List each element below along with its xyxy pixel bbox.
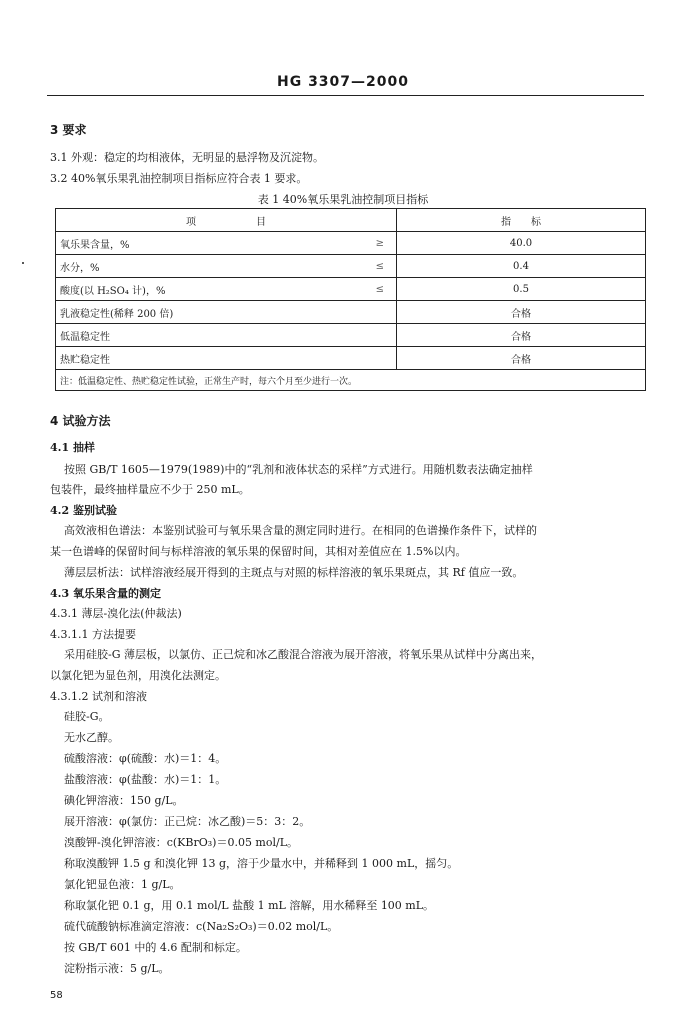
reagent-line: 无水乙醇。 bbox=[64, 731, 119, 744]
reagent-line: 盐酸溶液：φ(盐酸：水)＝1：1。 bbox=[64, 773, 227, 786]
table-row bbox=[56, 324, 646, 347]
row-name: 水分，% bbox=[56, 255, 336, 278]
row-value: 合格 bbox=[397, 324, 646, 347]
clause-4-1-line-1: 按照 GB/T 1605—1979(1989)中的“乳剂和液体状态的采样”方式进行。用随机数表法确定抽样 bbox=[64, 463, 533, 476]
clause-4-3-1-1-line-1: 采用硅胶-G 薄层板，以氯仿、正己烷和冰乙酸混合溶液为展开溶液，将氧乐果从试样中分离出来， bbox=[64, 648, 542, 661]
table-header-row bbox=[56, 209, 646, 232]
row-value: 合格 bbox=[397, 301, 646, 324]
clause-4-3-1-1-line-2: 以氯化钯为显色剂，用溴化法测定。 bbox=[50, 669, 226, 682]
clause-4-2-line-1: 高效液相色谱法：本鉴别试验可与氧乐果含量的测定同时进行。在相同的色谱操作条件下，试样的 bbox=[64, 524, 537, 537]
clause-4-1-title: 4.1 抽样 bbox=[50, 441, 95, 454]
row-value: 合格 bbox=[397, 347, 646, 370]
header-rule bbox=[47, 95, 644, 96]
row-name: 低温稳定性 bbox=[56, 324, 397, 347]
reagent-line: 称取溴酸钾 1.5 g 和溴化钾 13 g，溶于少量水中，并稀释到 1 000 mL，摇匀。 bbox=[64, 857, 459, 870]
page-number: 58 bbox=[50, 990, 63, 1001]
row-value: 40.0 bbox=[397, 232, 646, 255]
spec-table bbox=[55, 208, 646, 391]
reagent-line: 称取氯化钯 0.1 g，用 0.1 mol/L 盐酸 1 mL 溶解，用水稀释至 100 mL。 bbox=[64, 899, 435, 912]
clause-4-3-1-title: 4.3.1 薄层-溴化法(仲裁法) bbox=[50, 607, 182, 620]
reagent-line: 硫酸溶液：φ(硫酸：水)＝1：4。 bbox=[64, 752, 227, 765]
reagent-line: 氯化钯显色液：1 g/L。 bbox=[64, 878, 181, 891]
reagent-line: 硫代硫酸钠标准滴定溶液：c(Na₂S₂O₃)＝0.02 mol/L。 bbox=[64, 920, 339, 933]
row-name: 乳液稳定性(稀释 200 倍) bbox=[56, 301, 397, 324]
row-operator: ≤ bbox=[335, 278, 397, 301]
clause-4-1-line-2: 包装件，最终抽样量应不少于 250 mL。 bbox=[50, 483, 250, 496]
section-3-heading: 3 要求 bbox=[50, 123, 87, 137]
clause-4-3-1-2-title: 4.3.1.2 试剂和溶液 bbox=[50, 690, 147, 703]
table-row bbox=[56, 278, 646, 301]
clause-4-3-title: 4.3 氧乐果含量的测定 bbox=[50, 587, 161, 600]
standard-number: HG 3307—2000 bbox=[276, 74, 409, 90]
reagent-line: 硅胶-G。 bbox=[64, 710, 110, 723]
reagent-line: 淀粉指示液：5 g/L。 bbox=[64, 962, 170, 975]
row-value: 0.5 bbox=[397, 278, 646, 301]
clause-3-2: 3.2 40%氧乐果乳油控制项目指标应符合表 1 要求。 bbox=[50, 172, 308, 185]
row-value: 0.4 bbox=[397, 255, 646, 278]
row-operator: ≥ bbox=[335, 232, 397, 255]
section-4-heading: 4 试验方法 bbox=[50, 414, 111, 428]
row-name: 氧乐果含量，% bbox=[56, 232, 336, 255]
clause-4-2-line-2: 某一色谱峰的保留时间与标样溶液的氧乐果的保留时间，其相对差值应在 1.5%以内。 bbox=[50, 545, 467, 558]
header-index: 指 标 bbox=[397, 209, 646, 232]
clause-4-3-1-1-title: 4.3.1.1 方法提要 bbox=[50, 628, 136, 641]
scan-speck bbox=[22, 262, 24, 264]
table-row bbox=[56, 255, 646, 278]
table-row bbox=[56, 347, 646, 370]
table-row bbox=[56, 232, 646, 255]
reagent-line: 按 GB/T 601 中的 4.6 配制和标定。 bbox=[64, 941, 247, 954]
header-item: 项 目 bbox=[56, 209, 397, 232]
clause-4-2-title: 4.2 鉴别试验 bbox=[50, 504, 117, 517]
reagent-line: 展开溶液：φ(氯仿：正己烷：冰乙酸)＝5：3：2。 bbox=[64, 815, 311, 828]
table-row bbox=[56, 301, 646, 324]
reagent-line: 溴酸钾-溴化钾溶液：c(KBrO₃)＝0.05 mol/L。 bbox=[64, 836, 299, 849]
row-name: 酸度(以 H₂SO₄ 计)，% bbox=[56, 278, 336, 301]
table-caption: 表 1 40%氧乐果乳油控制项目指标 bbox=[257, 193, 429, 206]
row-name: 热贮稳定性 bbox=[56, 347, 397, 370]
clause-4-2-line-3: 薄层层析法：试样溶液经展开得到的主斑点与对照的标样溶液的氧乐果斑点，其 Rf 值应一致。 bbox=[64, 566, 524, 579]
clause-3-1: 3.1 外观：稳定的均相液体，无明显的悬浮物及沉淀物。 bbox=[50, 151, 324, 164]
table-note: 注：低温稳定性、热贮稳定性试验，正常生产时，每六个月至少进行一次。 bbox=[56, 370, 646, 391]
table-note-row bbox=[56, 370, 646, 391]
reagent-line: 碘化钾溶液：150 g/L。 bbox=[64, 794, 184, 807]
row-operator: ≤ bbox=[335, 255, 397, 278]
